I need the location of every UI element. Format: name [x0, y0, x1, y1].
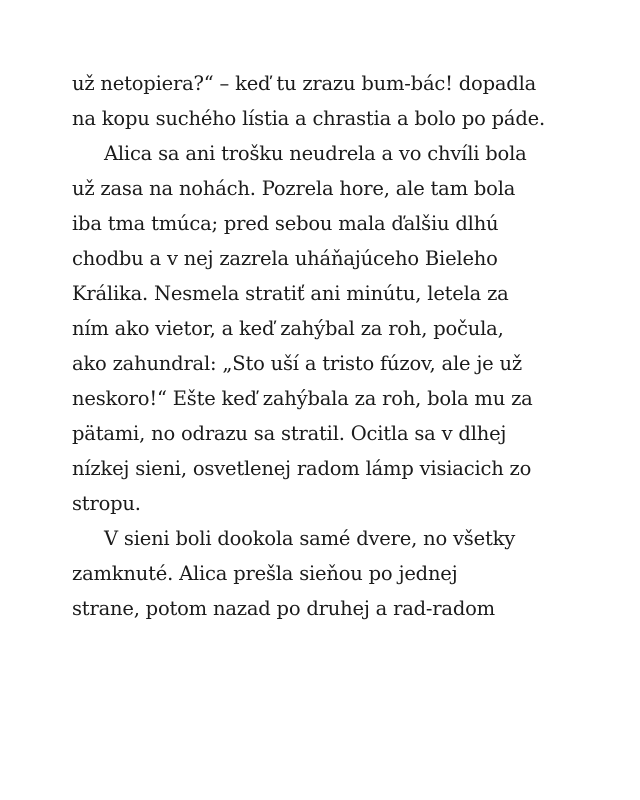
text-line: nízkej sieni, osvetlenej radom lámp visiacich zo: [72, 457, 532, 480]
text-line: už netopiera?“ – keď tu zrazu bum-bác! dopadla: [72, 72, 537, 95]
text-line: strane, potom nazad po druhej a rad-radom: [72, 597, 495, 620]
text-line: zamknuté. Alica prešla sieňou po jednej: [72, 562, 458, 585]
paragraph-start-line: Alica sa ani trošku neudrela a vo chvíli bola: [104, 142, 527, 165]
text-line: pätami, no odrazu sa stratil. Ocitla sa v dlhej: [72, 422, 507, 445]
text-line: iba tma tmúca; pred sebou mala ďalšiu dlhú: [72, 212, 499, 235]
paragraph-start-line: V sieni boli dookola samé dvere, no všetky: [104, 527, 516, 550]
text-line: ním ako vietor, a keď zahýbal za roh, počula,: [72, 317, 504, 340]
body-text: [72, 66, 612, 626]
text-line: na kopu suchého lístia a chrastia a bolo po páde.: [72, 107, 545, 130]
text-line: chodbu a v nej zazrela uháňajúceho Bieleho: [72, 247, 498, 270]
text-line: ako zahundral: „Sto uší a tristo fúzov, ale je už: [72, 352, 522, 375]
text-line: Králika. Nesmela stratiť ani minútu, letela za: [72, 282, 509, 305]
text-line: stropu.: [72, 492, 141, 515]
text-line: neskoro!“ Ešte keď zahýbala za roh, bola mu za: [72, 387, 533, 410]
text-line: už zasa na nohách. Pozrela hore, ale tam bola: [72, 177, 516, 200]
